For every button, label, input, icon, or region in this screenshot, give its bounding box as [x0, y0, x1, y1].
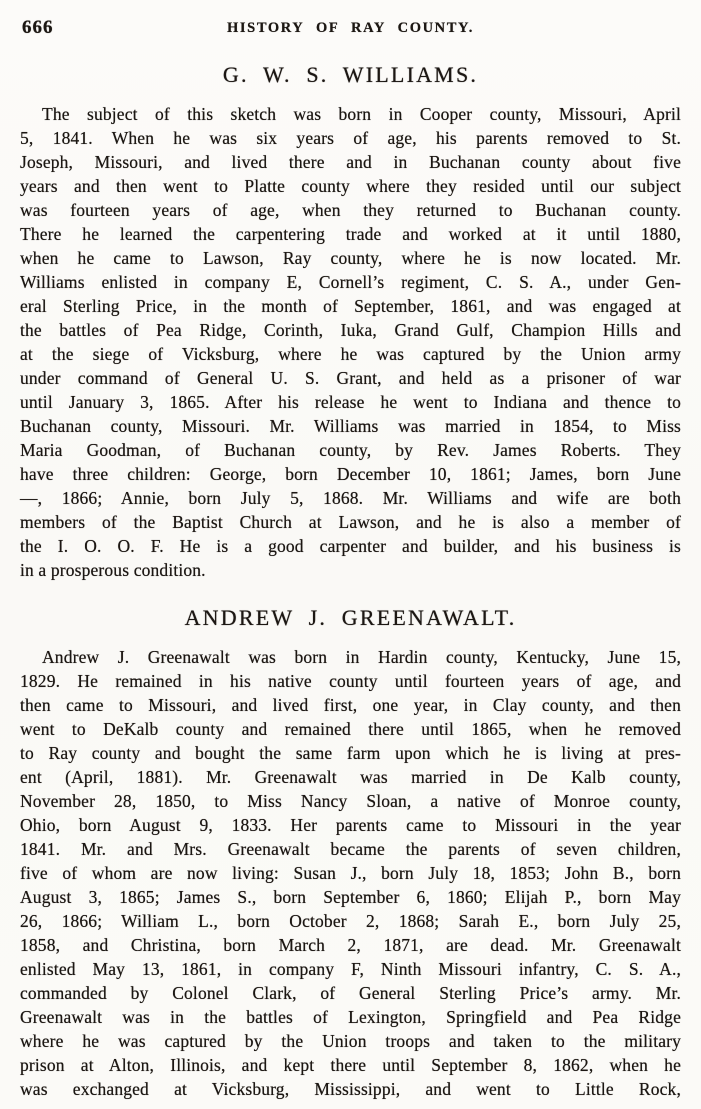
- text-line: 26, 1866; William L., born October 2, 1868; Sarah E., born July 25,: [20, 911, 681, 931]
- text-line: until January 3, 1865. After his release he went to Indiana and thence to: [20, 392, 681, 412]
- text-line: have three children: George, born December 10, 1861; James, born June: [20, 464, 681, 484]
- text-line: prison at Alton, Illinois, and kept there until September 8, 1862, when he: [20, 1055, 681, 1075]
- text-line: August 3, 1865; James S., born September 6, 1860; Elijah P., born May: [20, 887, 681, 907]
- page-body: [0, 63, 701, 1101]
- paragraph: [20, 645, 681, 1101]
- text-line: commanded by Colonel Clark, of General Sterling Price’s army. Mr.: [20, 983, 681, 1003]
- text-line: Joseph, Missouri, and lived there and in Buchanan county about five: [20, 152, 681, 172]
- text-line: 1829. He remained in his native county until fourteen years of age, and: [20, 671, 681, 691]
- text-line: 1841. Mr. and Mrs. Greenawalt became the parents of seven children,: [20, 839, 681, 859]
- page-number: 666: [22, 17, 54, 38]
- text-line: 5, 1841. When he was six years of age, his parents removed to St.: [20, 128, 681, 148]
- text-line: Buchanan county, Missouri. Mr. Williams was married in 1854, to Miss: [20, 416, 681, 436]
- text-line: Maria Goodman, of Buchanan county, by Rev. James Roberts. They: [20, 440, 681, 460]
- section-heading: G. W. S. WILLIAMS.: [222, 62, 479, 87]
- text-line: —, 1866; Annie, born July 5, 1868. Mr. Williams and wife are both: [20, 488, 681, 508]
- text-line: went to DeKalb county and remained there until 1865, when he removed: [20, 719, 681, 739]
- text-line: enlisted May 13, 1861, in company F, Ninth Missouri infantry, C. S. A.,: [20, 959, 681, 979]
- page-header: [0, 0, 701, 39]
- text-line: at the siege of Vicksburg, where he was captured by the Union army: [20, 344, 681, 364]
- text-line: Williams enlisted in company E, Cornell’s regiment, C. S. A., under Gen-: [20, 272, 681, 292]
- text-line: November 28, 1850, to Miss Nancy Sloan, a native of Monroe county,: [20, 791, 681, 811]
- text-line: The subject of this sketch was born in Cooper county, Missouri, April: [42, 104, 681, 124]
- text-line: the battles of Pea Ridge, Corinth, Iuka, Grand Gulf, Champion Hills and: [20, 320, 681, 340]
- text-line: Greenawalt was in the battles of Lexington, Springfield and Pea Ridge: [20, 1007, 681, 1027]
- text-line: was exchanged at Vicksburg, Mississippi, and went to Little Rock,: [20, 1079, 681, 1099]
- text-line: when he came to Lawson, Ray county, where he is now located. Mr.: [20, 248, 681, 268]
- text-line: There he learned the carpentering trade and worked at it until 1880,: [20, 224, 681, 244]
- text-line: Andrew J. Greenawalt was born in Hardin county, Kentucky, June 15,: [42, 647, 681, 667]
- text-line: 1858, and Christina, born March 2, 1871, are dead. Mr. Greenawalt: [20, 935, 681, 955]
- text-line: five of whom are now living: Susan J., born July 18, 1853; John B., born: [20, 863, 681, 883]
- text-line: under command of General U. S. Grant, and held as a prisoner of war: [20, 368, 681, 388]
- text-line: where he was captured by the Union troops and taken to the military: [20, 1031, 681, 1051]
- text-line: eral Sterling Price, in the month of September, 1861, and was engaged at: [20, 296, 681, 316]
- text-line: was fourteen years of age, when they returned to Buchanan county.: [20, 200, 681, 220]
- running-header: HISTORY OF RAY COUNTY.: [227, 20, 474, 36]
- text-line: in a prosperous condition.: [20, 560, 206, 580]
- text-line: to Ray county and bought the same farm upon which he is living at pres-: [20, 743, 681, 763]
- text-line: members of the Baptist Church at Lawson, and he is also a member of: [20, 512, 681, 532]
- paragraph: [20, 102, 681, 582]
- section-heading: ANDREW J. GREENAWALT.: [184, 605, 517, 630]
- text-line: ent (April, 1881). Mr. Greenawalt was married in De Kalb county,: [20, 767, 681, 787]
- text-line: Ohio, born August 9, 1833. Her parents came to Missouri in the year: [20, 815, 681, 835]
- text-line: then came to Missouri, and lived first, one year, in Clay county, and then: [20, 695, 681, 715]
- text-line: the I. O. O. F. He is a good carpenter and builder, and his business is: [20, 536, 681, 556]
- text-line: years and then went to Platte county where they resided until our subject: [20, 176, 681, 196]
